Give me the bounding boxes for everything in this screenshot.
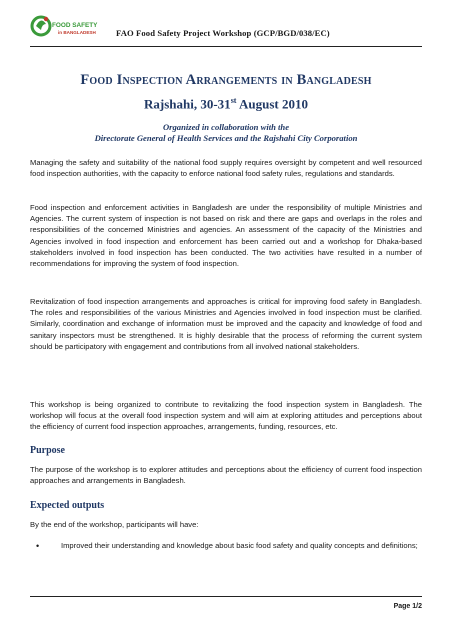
bullet-item: Improved their understanding and knowledge about basic food safety and quality concepts and definitions; xyxy=(61,541,418,550)
document-subtitle xyxy=(0,96,452,112)
document-title: Food Inspection Arrangements in Bangladesh xyxy=(80,72,372,88)
paragraph-4: This workshop is being organized to contribute to revitalizing the food inspection system in Bangladesh. The workshop will focus at the overall food inspection system and will aim at exploring attitudes and perceptions about the efficiency of current food inspection approaches, arrangements, funding, resources, etc. xyxy=(30,400,422,432)
subtitle-rest: August 2010 xyxy=(236,96,308,112)
outputs-intro: By the end of the workshop, participants will have: xyxy=(30,520,199,529)
paragraph-1: Managing the safety and suitability of the national food supply requires oversight by competent and well resourced food inspection authorities, with the capacity to enforce national food safety rules, regulations and standards. xyxy=(30,158,422,179)
purpose-text: The purpose of the workshop is to explorer attitudes and perceptions about the efficiency of current food inspection approaches and arrangements in Bangladesh. xyxy=(30,465,422,486)
organized-line-2: Directorate General of Health Services and the Rajshahi City Corporation xyxy=(94,133,358,143)
paragraph-2: Food inspection and enforcement activities in Bangladesh are under the responsibility of multiple Ministries and Agencies. The current system of inspection is not based on risk and there are gaps and overlaps in the roles and responsibilities of the concerned Ministries and agencies. An assessment of the capacity of the Ministries and Agencies involved in food inspection and enforcement has been carried out and a workshop for Dhaka-based stakeholders involved in food inspection has been conducted. The two activities have resulted in a number of recommendations for improving the system of food inspection. xyxy=(30,203,422,269)
subtitle-sup: st xyxy=(230,96,237,105)
header-title: FAO Food Safety Project Workshop (GCP/BGD/038/EC) xyxy=(116,28,330,38)
page-header xyxy=(30,10,422,47)
outputs-heading: Expected outputs xyxy=(30,500,105,511)
logo-text-1: FOOD SAFETY xyxy=(52,22,98,29)
page-number: Page 1/2 xyxy=(393,603,422,610)
logo-text-2: in BANGLADESH xyxy=(58,30,96,35)
organized-by xyxy=(0,122,452,144)
purpose-heading: Purpose xyxy=(30,445,65,456)
subtitle-location: Rajshahi, 30-31 xyxy=(144,96,231,112)
food-safety-logo xyxy=(30,10,100,44)
bullet-marker: • xyxy=(36,541,40,551)
paragraph-3: Revitalization of food inspection arrangements and approaches is critical for improving food safety in Bangladesh. The roles and responsibilities of the various Ministries and Agencies involved in food inspection must be clarified. Similarly, coordination and exchange of information must be improved and the capacity and knowledge of food and sanitary inspectors must be strengthened. It is highly desirable that the process of reforming the current system should be participatory with engagement and contributions from all involved national stakeholders. xyxy=(30,297,422,351)
organized-line-1: Organized in collaboration with the xyxy=(162,122,290,132)
footer-rule xyxy=(30,596,422,597)
